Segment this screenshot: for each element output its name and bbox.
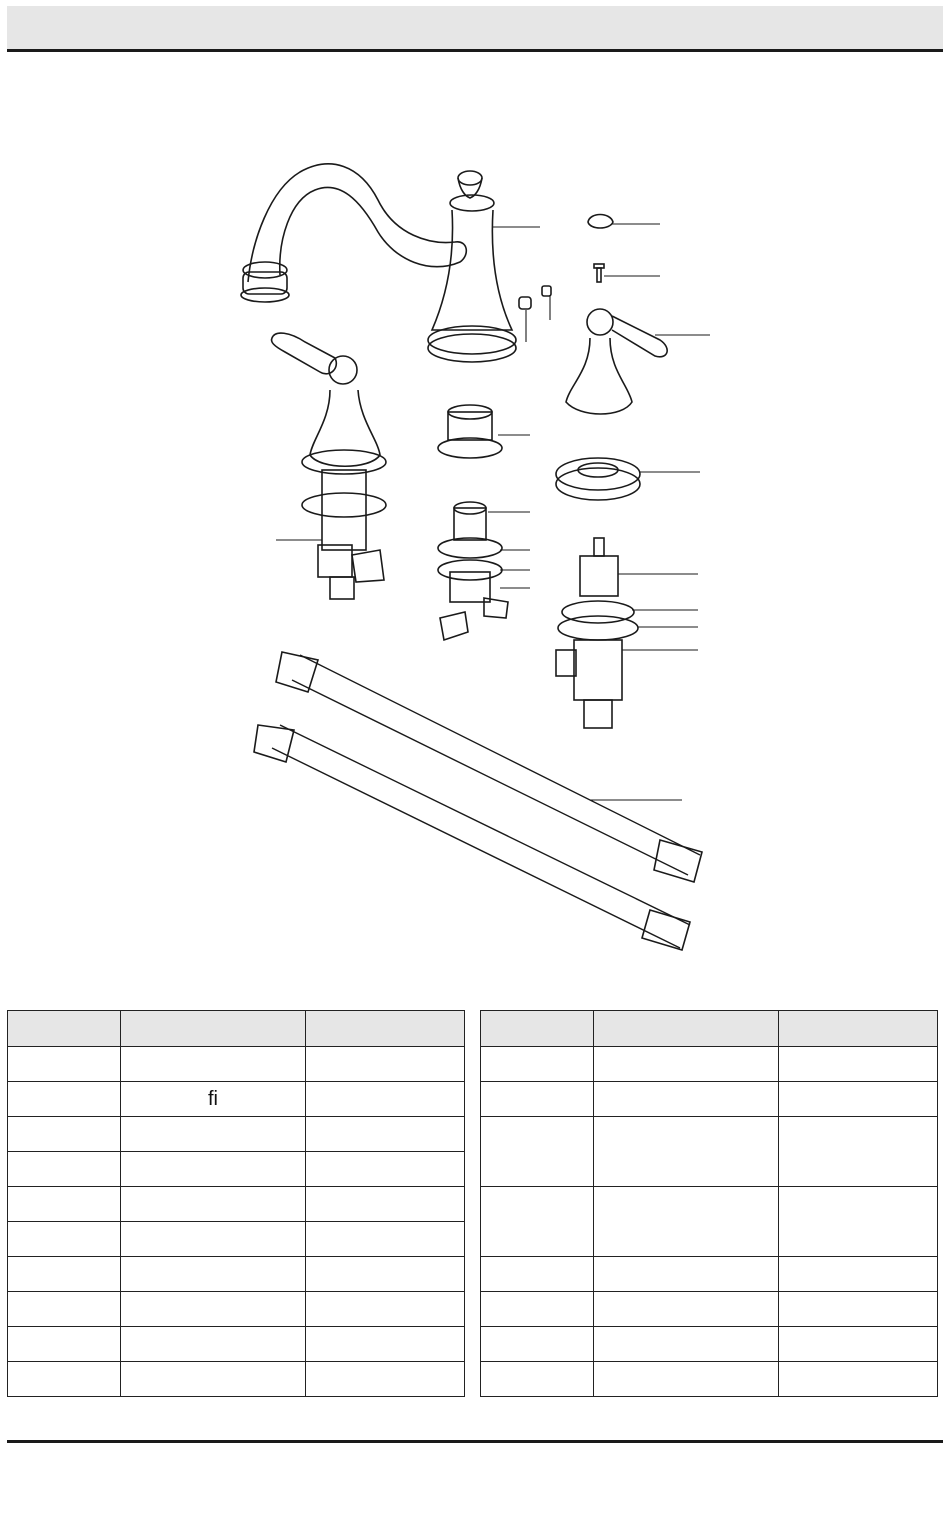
washer-drawing — [556, 458, 640, 500]
table-cell — [594, 1257, 779, 1292]
table-cell — [779, 1082, 938, 1117]
table-cell — [481, 1082, 594, 1117]
table-header-row — [8, 1011, 465, 1047]
table-cell — [8, 1117, 121, 1152]
right-handle-drawing — [566, 309, 667, 414]
table-cell — [481, 1047, 594, 1082]
table-cell — [481, 1117, 594, 1187]
table-cell — [306, 1257, 465, 1292]
table-row — [8, 1327, 465, 1362]
table-cell — [594, 1117, 779, 1187]
leader-lines — [276, 224, 710, 800]
table-cell — [779, 1327, 938, 1362]
table-row — [8, 1292, 465, 1327]
center-parts-drawing — [438, 405, 508, 640]
table-row — [8, 1152, 465, 1187]
spout-drawing — [241, 164, 466, 302]
table-cell — [8, 1047, 121, 1082]
table-row — [481, 1327, 938, 1362]
table-cell — [481, 1257, 594, 1292]
table-row — [481, 1047, 938, 1082]
table-cell — [779, 1292, 938, 1327]
table-cell — [8, 1292, 121, 1327]
right-valve-drawing — [556, 538, 638, 728]
column-header — [481, 1011, 594, 1047]
table-cell — [8, 1257, 121, 1292]
table-cell — [594, 1327, 779, 1362]
header-bar — [7, 6, 943, 52]
left-valve-drawing — [272, 333, 386, 599]
table-cell — [594, 1047, 779, 1082]
table-cell — [306, 1362, 465, 1397]
table-row — [8, 1047, 465, 1082]
table-cell — [306, 1047, 465, 1082]
table-cell — [8, 1327, 121, 1362]
table-cell — [121, 1152, 306, 1187]
table-cell — [121, 1187, 306, 1222]
table-cell — [306, 1292, 465, 1327]
table-cell — [306, 1187, 465, 1222]
table-cell — [779, 1187, 938, 1257]
parts-table-left — [7, 1010, 465, 1397]
table-cell — [8, 1082, 121, 1117]
table-cell — [481, 1292, 594, 1327]
table-cell — [121, 1257, 306, 1292]
table-cell — [306, 1152, 465, 1187]
table-cell — [594, 1362, 779, 1397]
table-cell — [121, 1362, 306, 1397]
table-row — [481, 1187, 938, 1257]
column-header — [121, 1011, 306, 1047]
table-cell — [594, 1187, 779, 1257]
table-cell — [121, 1292, 306, 1327]
column-header — [594, 1011, 779, 1047]
table-cell — [306, 1222, 465, 1257]
table-cell — [121, 1047, 306, 1082]
small-parts-drawing — [519, 215, 613, 310]
table-cell — [779, 1257, 938, 1292]
exploded-parts-diagram — [0, 140, 950, 970]
table-header-row — [481, 1011, 938, 1047]
table-cell — [481, 1362, 594, 1397]
table-row — [8, 1082, 465, 1117]
table-row — [8, 1222, 465, 1257]
table-row — [481, 1292, 938, 1327]
table-cell — [779, 1047, 938, 1082]
table-row — [8, 1362, 465, 1397]
table-row — [481, 1257, 938, 1292]
table-cell — [8, 1187, 121, 1222]
table-row — [481, 1362, 938, 1397]
table-cell — [121, 1327, 306, 1362]
column-header — [779, 1011, 938, 1047]
table-cell — [594, 1082, 779, 1117]
table-row — [8, 1187, 465, 1222]
parts-table-right — [480, 1010, 938, 1397]
footer-rule — [7, 1440, 943, 1443]
table-cell — [306, 1327, 465, 1362]
table-cell — [306, 1117, 465, 1152]
table-row — [8, 1117, 465, 1152]
table-cell — [779, 1362, 938, 1397]
table-cell: fi — [121, 1082, 306, 1117]
supply-hoses-drawing — [254, 652, 702, 950]
table-cell — [8, 1222, 121, 1257]
table-cell — [121, 1117, 306, 1152]
table-cell — [481, 1187, 594, 1257]
table-cell — [306, 1082, 465, 1117]
table-cell — [121, 1222, 306, 1257]
table-cell — [779, 1117, 938, 1187]
column-header — [8, 1011, 121, 1047]
table-row — [481, 1117, 938, 1187]
table-cell — [8, 1152, 121, 1187]
table-cell — [8, 1362, 121, 1397]
table-row — [8, 1257, 465, 1292]
table-row — [481, 1082, 938, 1117]
column-header — [306, 1011, 465, 1047]
table-cell — [481, 1327, 594, 1362]
table-cell — [594, 1292, 779, 1327]
